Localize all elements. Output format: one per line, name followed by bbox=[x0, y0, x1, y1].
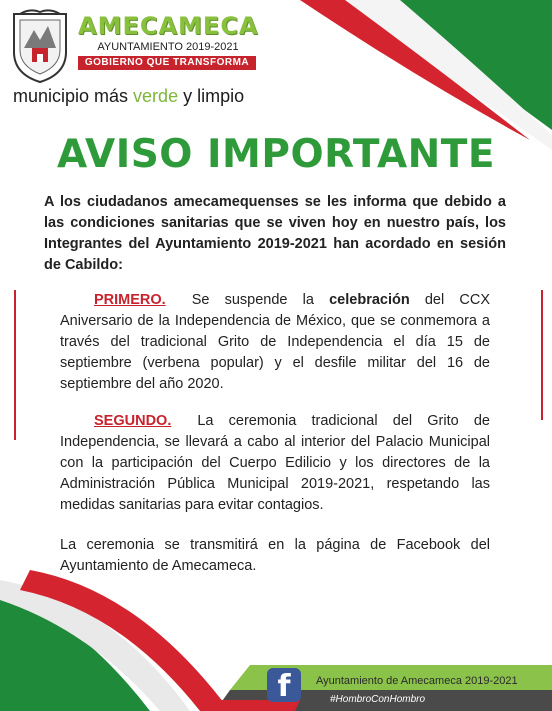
closing-paragraph: La ceremonia se transmitirá en la página de Facebook del Ayuntamiento de Amecameca. bbox=[60, 537, 490, 574]
facebook-icon[interactable]: f bbox=[267, 668, 301, 702]
primero-text-a: Se suspende la bbox=[191, 292, 330, 308]
segundo-text: La ceremonia tradicional del Grito de Independencia, se llevará a cabo al interior del Palacio Municipal con la participación del Cuerpo Edilicio y los directores de la Administración Pública Municipal 2019-2021, respetando las medidas sanitarias para evitar contagios. bbox=[60, 413, 490, 513]
intro-paragraph: A los ciudadanos amecamequenses se les informa que debido a las condiciones sanitarias que se viven hoy en nuestro país, los Integrantes del Ayuntamiento 2019-2021 han acordado en sesión de Cabildo: bbox=[44, 194, 506, 273]
tagline-end: y limpio bbox=[178, 86, 245, 106]
footer-hashtag: #HombroConHombro bbox=[330, 694, 426, 705]
coat-of-arms-logo bbox=[10, 8, 70, 84]
segundo-paragraph bbox=[60, 411, 490, 516]
footer-page-name: Ayuntamiento de Amecameca 2019-2021 bbox=[316, 675, 518, 687]
notice-title: AVISO IMPORTANTE bbox=[56, 132, 496, 177]
primero-text-bold: celebración bbox=[329, 292, 410, 308]
right-red-rule bbox=[541, 290, 543, 420]
tagline-green-word: verde bbox=[133, 86, 179, 106]
tagline bbox=[13, 86, 244, 107]
primero-text-b: del CCX Aniversario de la Independencia de México, que se conmemora a través del tradicional Grito de Independencia el día 15 de septiembre (verbena popular) y el desfile militar del 16 de septiembre del año 2020. bbox=[60, 292, 490, 392]
brand-name: AMECAMECA bbox=[78, 12, 259, 40]
tagline-start: municipio más bbox=[13, 86, 134, 106]
brand-block bbox=[78, 12, 270, 70]
primero-label: PRIMERO. bbox=[94, 292, 166, 308]
brand-subtitle: AYUNTAMIENTO 2019-2021 bbox=[97, 41, 239, 53]
brand-banner: GOBIERNO QUE TRANSFORMA bbox=[78, 56, 256, 70]
primero-paragraph bbox=[60, 290, 490, 395]
segundo-label: SEGUNDO. bbox=[94, 413, 172, 429]
left-red-rule bbox=[14, 290, 16, 440]
